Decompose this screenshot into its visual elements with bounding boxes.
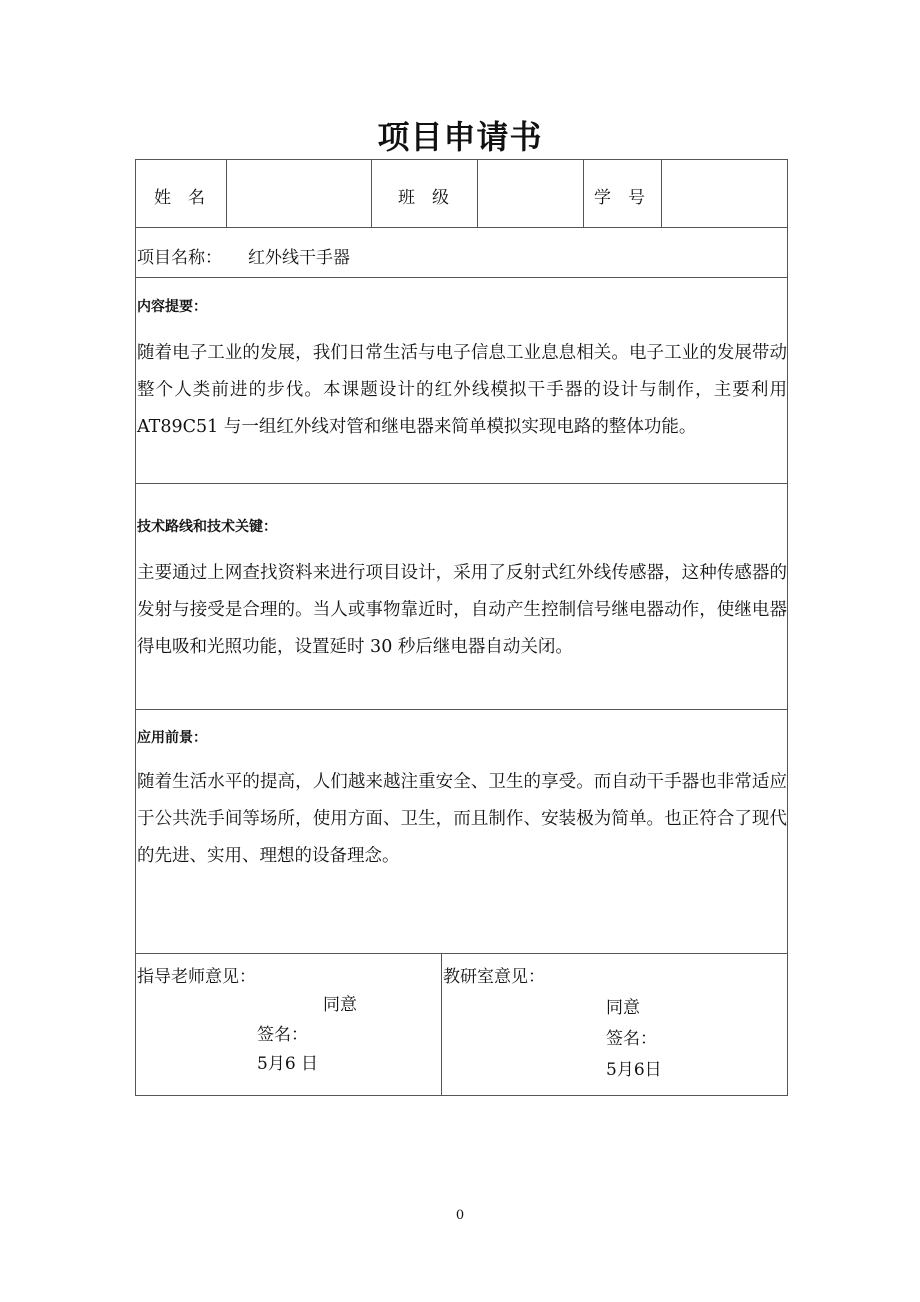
col-divider bbox=[661, 159, 662, 227]
department-opinion-label: 教研室意见： bbox=[443, 967, 545, 987]
col-divider bbox=[226, 159, 227, 227]
department-opinion-value: 同意 bbox=[606, 998, 640, 1018]
row-divider bbox=[135, 277, 788, 278]
project-name-label: 项目名称： bbox=[137, 248, 222, 268]
department-signature-label: 签名： bbox=[606, 1029, 657, 1049]
advisor-signature-label: 签名： bbox=[257, 1025, 308, 1045]
page-number: 0 bbox=[455, 1208, 465, 1223]
advisor-date: 5月6 日 bbox=[257, 1054, 319, 1074]
advisor-opinion-value: 同意 bbox=[323, 995, 357, 1015]
department-date: 5月6日 bbox=[606, 1060, 662, 1080]
advisor-opinion-label: 指导老师意见： bbox=[137, 967, 256, 987]
student-id-label: 学 号 bbox=[594, 188, 645, 208]
row-divider bbox=[135, 709, 788, 710]
row-divider bbox=[135, 953, 788, 954]
col-divider bbox=[441, 953, 442, 1096]
technical-heading: 技术路线和技术关键： bbox=[137, 519, 277, 535]
col-divider bbox=[583, 159, 584, 227]
prospects-heading: 应用前景： bbox=[137, 730, 207, 746]
project-name-value: 红外线干手器 bbox=[248, 248, 350, 268]
row-divider bbox=[135, 227, 788, 228]
col-divider bbox=[371, 159, 372, 227]
row-divider bbox=[135, 483, 788, 484]
summary-text: 随着电子工业的发展，我们日常生活与电子信息工业息息相关。电子工业的发展带动整个人类前进的步伐。本课题设计的红外线模拟干手器的设计与制作，主要利用 AT89C51 与一组红外线对管和继电器来简单模拟实现电路的整体功能。 bbox=[137, 343, 787, 437]
name-label: 姓 名 bbox=[154, 188, 205, 208]
document-title: 项目申请书 bbox=[377, 118, 543, 156]
col-divider bbox=[477, 159, 478, 227]
prospects-text: 随着生活水平的提高，人们越来越注重安全、卫生的享受。而自动干手器也非常适应于公共洗手间等场所，使用方面、卫生，而且制作、安装极为简单。也正符合了现代的先进、实用、理想的设备理念。 bbox=[137, 772, 787, 866]
technical-text: 主要通过上网查找资料来进行项目设计，采用了反射式红外线传感器，这种传感器的发射与接受是合理的。当人或事物靠近时，自动产生控制信号继电器动作，使继电器得电吸和光照功能，设置延时 30 秒后继电器自动关闭。 bbox=[137, 563, 787, 657]
class-label: 班 级 bbox=[398, 188, 449, 208]
summary-heading: 内容提要： bbox=[137, 299, 207, 315]
